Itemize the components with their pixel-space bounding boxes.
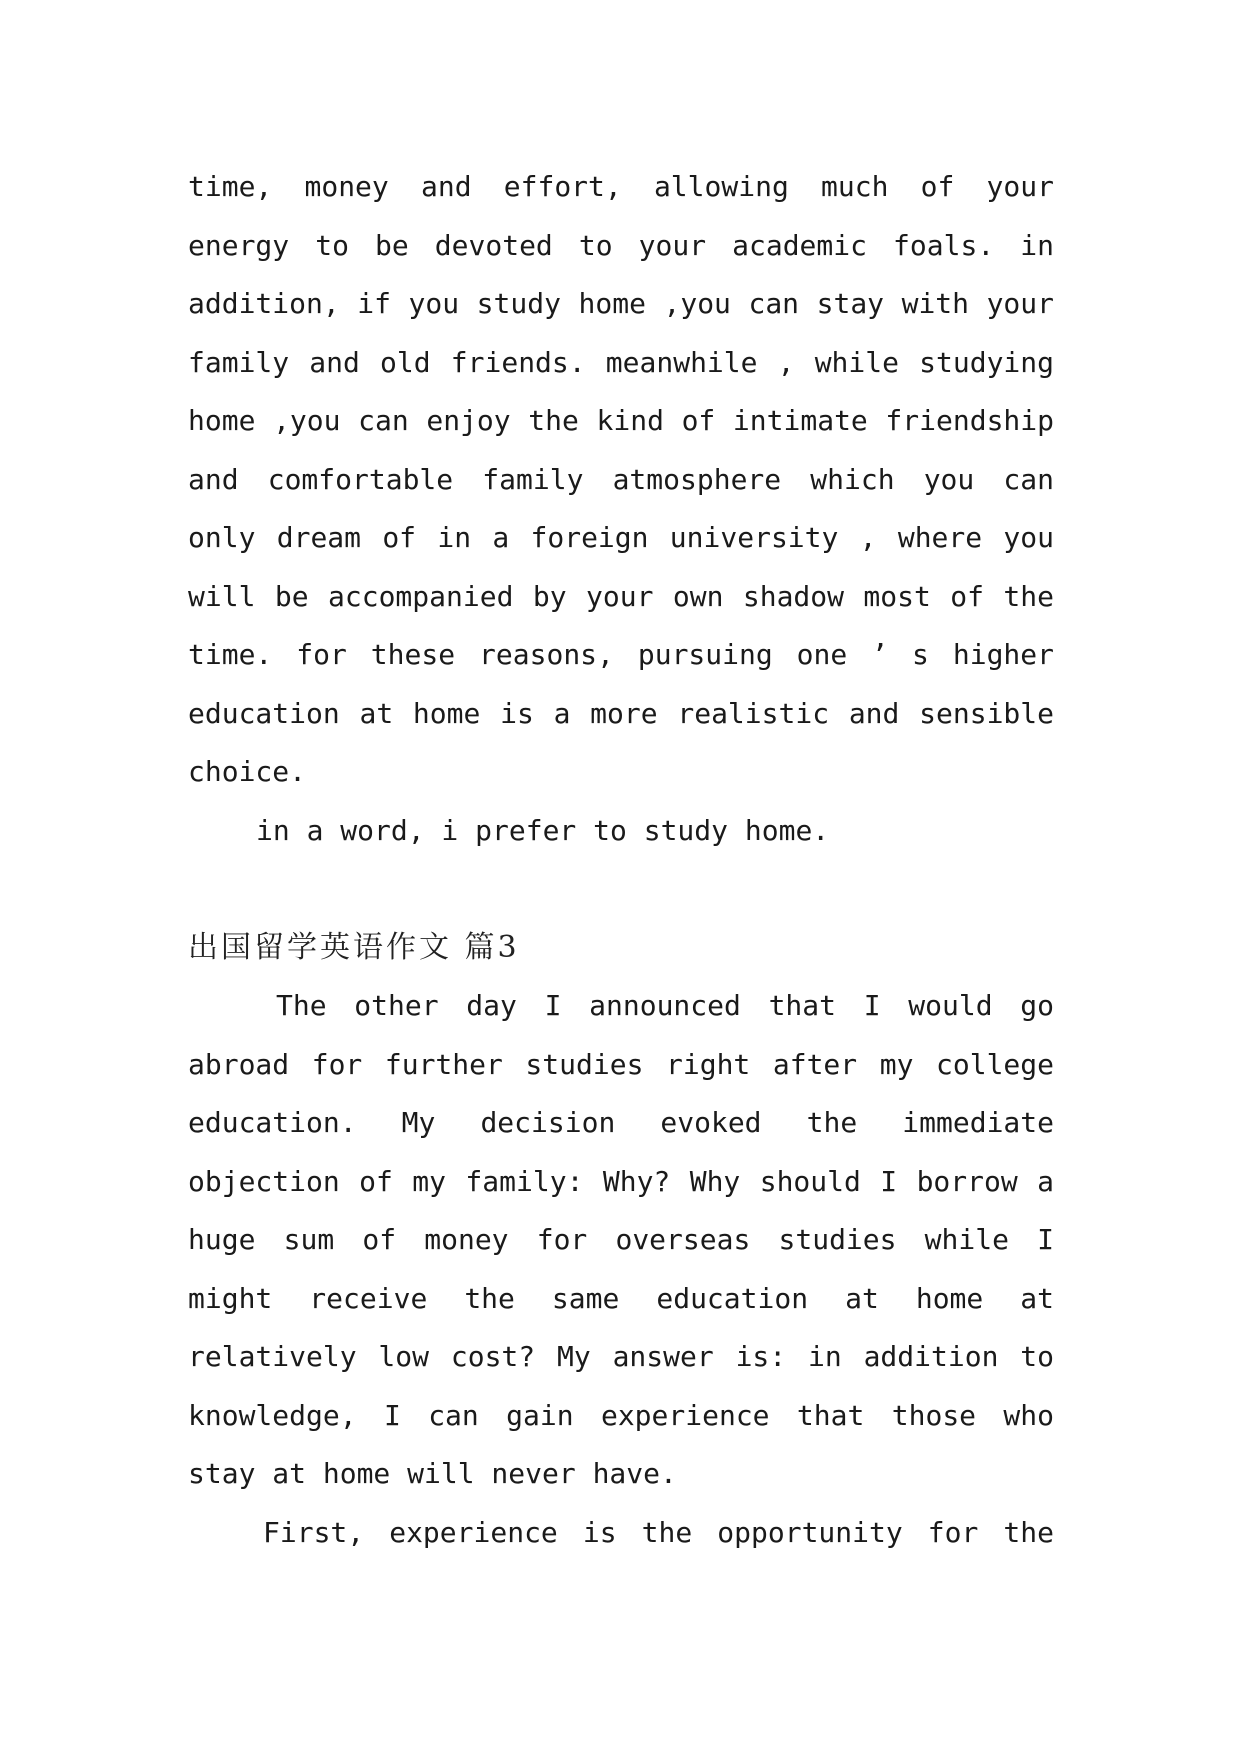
text-line: choice. [188,755,307,788]
essay-2-body [188,158,1054,802]
text-line: addition, if you study home ,you can stay with your [188,287,1054,320]
text-line: time, money and effort, allowing much of your [188,170,1054,203]
text-line: relatively low cost? My answer is: in addition to [188,1340,1054,1373]
essay-3-paragraph-2-line: First, experience is the opportunity for the [263,1515,1054,1549]
text-line: stay at home will never have. [188,1457,677,1490]
conclusion-line: in a word, i prefer to study home. [256,813,830,847]
text-line: knowledge, I can gain experience that those who [188,1398,1054,1432]
text-line: education. My decision evoked the immediate [188,1106,1054,1139]
text-line: energy to be devoted to your academic foals. in [188,228,1054,262]
text-line: huge sum of money for overseas studies while I [188,1223,1054,1256]
section-heading: 出国留学英语作文 篇3 [188,929,520,965]
text-line: will be accompanied by your own shadow most of the [188,579,1054,613]
text-line: The other day I announced that I would go [276,989,1054,1022]
text-line: only dream of in a foreign university , where you [188,521,1054,554]
text-line: might receive the same education at home at [188,1281,1054,1315]
text-line: education at home is a more realistic and sensible [188,696,1054,730]
text-line: and comfortable family atmosphere which you can [188,462,1054,496]
text-line: time. for these reasons, pursuing one ’ s higher [188,638,1054,671]
text-line: family and old friends. meanwhile , while studying [188,345,1054,379]
text-line: abroad for further studies right after my college [188,1047,1054,1081]
essay-3-paragraph-1 [188,977,1054,1504]
document-page [188,158,1054,1562]
text-line: objection of my family: Why? Why should I borrow a [188,1164,1054,1198]
paragraph-gap [188,860,1054,919]
text-line: home ,you can enjoy the kind of intimate friendship [188,404,1054,437]
